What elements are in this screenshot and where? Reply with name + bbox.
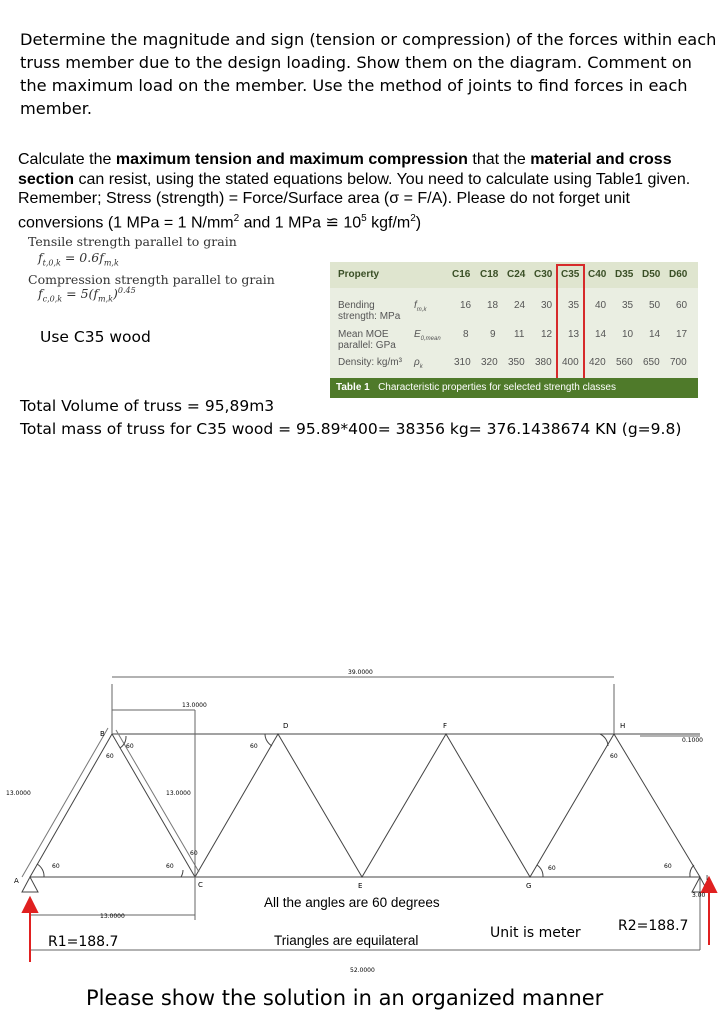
class-header: C18 (480, 269, 499, 280)
node-e: E (358, 882, 363, 890)
tensile-label: Tensile strength parallel to grain (28, 234, 237, 249)
table-cell: 310 (454, 357, 471, 368)
support-label: 3.00 (692, 892, 706, 899)
angle-label: 60 (548, 865, 556, 872)
class-header: C35 (561, 269, 580, 280)
row-label: Bending (338, 300, 375, 311)
row-label: strength: MPa (338, 311, 401, 322)
angle-label: 60 (664, 863, 672, 870)
angle-label: 60 (250, 743, 258, 750)
total-mass: Total mass of truss for C35 wood = 95.89*400= 38356 kg= 376.1438674 KN (g=9.8) (20, 420, 682, 438)
note-triangles: Triangles are equilateral (274, 933, 419, 948)
row-label: Mean MOE (338, 329, 389, 340)
table-cell: 8 (463, 329, 469, 340)
unit-note: Unit is meter (490, 925, 581, 941)
table-cell: 10 (622, 329, 634, 340)
angle-label: 60 (126, 743, 134, 750)
c35-highlight-box (556, 264, 585, 380)
class-header: C40 (588, 269, 607, 280)
table-cell: 35 (568, 300, 580, 311)
compression-equation: $f_{c,0,k} = 5(f_{m,k})^{0.45}$ (38, 286, 136, 304)
class-header: C30 (534, 269, 553, 280)
node-g: G (526, 882, 532, 890)
tensile-equation: $f_{t,0,k} = 0.6f_{m,k}$ (38, 250, 119, 268)
note-angles: All the angles are 60 degrees (264, 895, 440, 910)
footer-text: Please show the solution in an organized manner (86, 986, 604, 1010)
table-cell: 350 (508, 357, 525, 368)
use-wood-note: Use C35 wood (40, 328, 151, 346)
dim-right-top: 0.1000 (682, 737, 703, 744)
table-cell: 18 (487, 300, 499, 311)
dim-bottom: 52.0000 (350, 967, 375, 974)
table-cell: 320 (481, 357, 498, 368)
table-cell: 9 (490, 329, 496, 340)
table-cell: 13 (568, 329, 580, 340)
truss-diagram (0, 650, 724, 980)
reaction-arrow-left (23, 898, 37, 912)
node-c: C (198, 881, 203, 889)
node-h: H (620, 722, 626, 730)
table-cell: 12 (541, 329, 553, 340)
instructions-text: Calculate the maximum tension and maximum compression that the material and cross section can resist, using the stated equations below. You need to calculate using Table1 given. Remember; Stress (strength) = Force/Surface area (σ = F/A). Please do not forget unit conversions (1 MPa = 1 $N/mm^2$ and 1 MPa ≌ $10^5$ kgf/$m^2$) (18, 151, 691, 231)
total-volume: Total Volume of truss = 95,89m3 (20, 397, 275, 415)
node-i: I (706, 874, 709, 882)
class-header: D50 (642, 269, 661, 280)
table-cell: 16 (460, 300, 472, 311)
table-cell: 420 (589, 357, 606, 368)
dim-mid-side: 13.0000 (166, 790, 191, 797)
node-a: A (14, 877, 19, 885)
dim-left-top: 13.0000 (182, 702, 207, 709)
row-symbol: $E_{0,mean}$ (414, 329, 441, 342)
question-text: Determine the magnitude and sign (tension or compression) of the forces within each truss member due to the design loading. Show them on the diagram. Comment on the maximum load on the member. Use the method of joints to find forces in each member. (20, 30, 717, 118)
dim-left-side: 13.0000 (6, 790, 31, 797)
angle-label: 60 (166, 863, 174, 870)
row-label: parallel: GPa (338, 340, 396, 351)
node-f: F (443, 722, 448, 730)
node-b: B (100, 730, 105, 738)
class-header: D60 (669, 269, 688, 280)
table-cell: 24 (514, 300, 526, 311)
angle-label: 60 (610, 753, 618, 760)
class-header: C16 (452, 269, 471, 280)
table-cell: 400 (562, 357, 579, 368)
reaction-r2: R2=188.7 (618, 918, 689, 934)
table-cell: 35 (622, 300, 634, 311)
table-cell: 30 (541, 300, 553, 311)
table-cell: 560 (616, 357, 633, 368)
table-property-header: Property (338, 269, 380, 280)
table-cell: 17 (676, 329, 688, 340)
table-cell: 11 (514, 329, 525, 340)
table-cell: 650 (643, 357, 660, 368)
table-cell: 40 (595, 300, 607, 311)
angle-label: 60 (190, 850, 198, 857)
row-symbol: $\rho_k$ (414, 357, 423, 370)
compression-label: Compression strength parallel to grain (28, 272, 275, 287)
row-symbol: $f_{m,k}$ (414, 300, 427, 313)
table-cell: 60 (676, 300, 688, 311)
table-cell: 14 (649, 329, 661, 340)
table-cell: 14 (595, 329, 607, 340)
reaction-r1: R1=188.7 (48, 934, 119, 950)
table-caption: Table 1 Characteristic properties for selected strength classes (330, 378, 698, 398)
dim-top: 39.0000 (348, 669, 373, 676)
strength-table (330, 262, 698, 398)
table-cell: 700 (670, 357, 687, 368)
angle-label: 60 (52, 863, 60, 870)
table-cell: 50 (649, 300, 661, 311)
row-label: Density: kg/m³ (338, 357, 402, 368)
table-cell: 380 (535, 357, 552, 368)
dim-bottom-short: 13.0000 (100, 913, 125, 920)
class-header: C24 (507, 269, 526, 280)
class-header: D35 (615, 269, 634, 280)
angle-label: 60 (106, 753, 114, 760)
node-d: D (283, 722, 289, 730)
